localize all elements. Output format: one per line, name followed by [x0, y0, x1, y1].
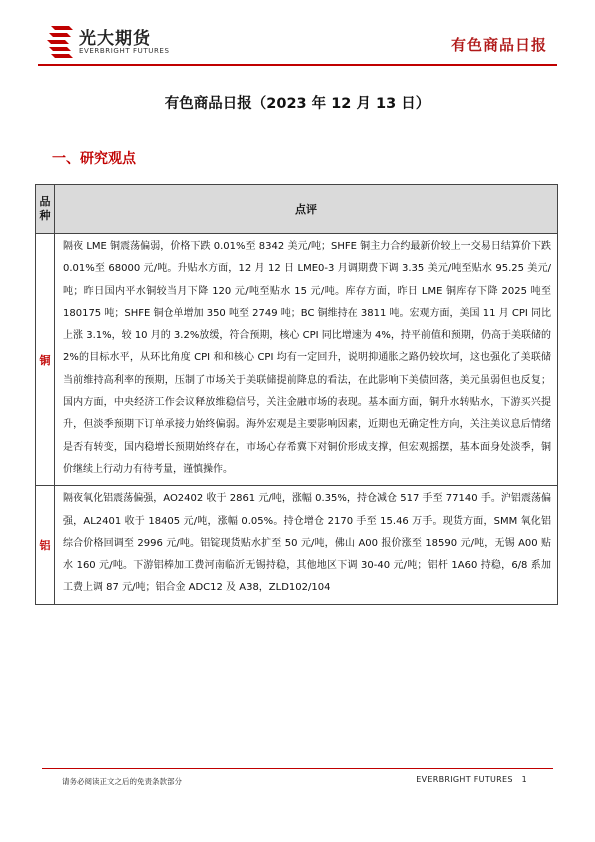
- footer-brand: EVERBRIGHT FUTURES: [416, 775, 513, 784]
- row-category-copper: 铜: [36, 234, 55, 486]
- logo-english-name: EVERBRIGHT FUTURES: [79, 47, 170, 55]
- table-row: [36, 486, 558, 604]
- page-number: 1: [521, 775, 527, 784]
- page-header: [0, 0, 595, 72]
- document-title: 有色商品日报（2023 年 12 月 13 日）: [164, 96, 431, 112]
- column-header-category-label: 品种: [39, 195, 51, 222]
- company-logo: [45, 20, 170, 64]
- column-header-comment: 点评: [55, 185, 558, 234]
- row-comment-copper: 隔夜 LME 铜震荡偏弱，价格下跌 0.01%至 8342 美元/吨；SHFE 铜主力合约最新价较上一交易日结算价下跌 0.01%至 68000 元/吨。升贴水方面，12 月 12 日 LME0-3 月调期费下调 3.35 美元/吨至贴水 95.25 美元/吨；昨日国内平水铜较当月下降 120 元/吨至贴水 15 元/吨。库存方面，昨日 LME 铜库存下降 2025 吨至 180175 吨；SHFE 铜仓单增加 350 吨至 2749 吨；BC 铜维持在 3811 吨。宏观方面，美国 11 月 CPI 同比上涨 3.1%，较 10 月的 3.2%放缓，符合预期，核心 CPI 同比增速为 4%，持平前值和预期，仍高于美联储的 2%的目标水平，从环比角度 CPI 和和核心 CPI 均有一定回升，说明抑通胀之路仍较坎坷，这也强化了美联储当前维持高利率的预期，压制了市场关于美联储提前降息的看法，在此影响下美债回落，美元虽弱但也反复；国内方面，中央经济工作会议释放维稳信号，关注金融市场的表现。基本面方面，铜升水转贴水，下游买兴提升，但淡季预期下订单承接力始终偏弱。海外宏观是主要影响因素，近期也无确定性方向，关注美议息后情绪是否有转变，国内稳增长预期始终存在，市场心存希冀下对铜价形成支撑，但宏观摇摆，基本面身处淡季，铜价继续上行动力有待考量，谨慎操作。: [55, 234, 558, 486]
- table-row: [36, 234, 558, 486]
- row-category-aluminum: 铝: [36, 486, 55, 604]
- footer-disclaimer: 请务必阅读正文之后的免责条款部分: [62, 777, 182, 786]
- logo-mark-icon: [45, 24, 75, 58]
- logo-chinese-name: 光大期货: [79, 29, 151, 49]
- column-header-category: [36, 185, 55, 234]
- table-header-row: [36, 185, 558, 234]
- footer-divider: [42, 768, 553, 769]
- header-report-name: 有色商品日报: [450, 36, 547, 54]
- row-comment-aluminum: 隔夜氧化铝震荡偏强，AO2402 收于 2861 元/吨，涨幅 0.35%，持仓减仓 517 手至 77140 手。沪铝震荡偏强，AL2401 收于 18405 元/吨，涨幅 0.05%。持仓增仓 2170 手至 15.46 万手。现货方面，SMM 氧化铝综合价格回调至 2996 元/吨。铝锭现货贴水扩至 50 元/吨，佛山 A00 报价涨至 18590 元/吨，无锡 A00 贴水 160 元/吨。下游铝棒加工费河南临沂无锡持稳，其他地区下调 30-40 元/吨；铝杆 1A60 持稳，6/8 系加工费上调 87 元/吨；铝合金 ADC12 及 A38，ZLD102/104: [55, 486, 558, 604]
- footer-brand-page: [416, 775, 527, 784]
- section-heading: 一、研究观点: [52, 151, 136, 167]
- header-divider: [38, 64, 557, 66]
- research-table: [35, 184, 558, 766]
